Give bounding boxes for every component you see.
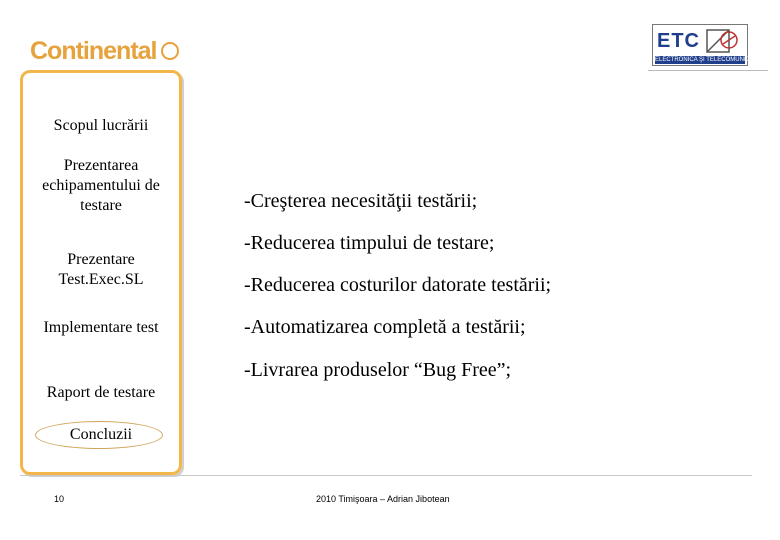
sidebar-item-raport[interactable]: Raport de testare — [46, 384, 156, 401]
etc-logo — [652, 24, 761, 66]
header-divider — [648, 70, 768, 71]
page-number: 10 — [54, 494, 65, 504]
sidebar-item-scopul[interactable]: Scopul lucrării — [53, 117, 149, 134]
etc-emblem-icon — [705, 28, 741, 56]
horse-emblem-icon — [161, 42, 179, 60]
sidebar-item-concluzii[interactable]: Concluzii — [69, 426, 133, 443]
content-item: -Creşterea necesităţii testării; — [244, 190, 478, 212]
footer-credit: 2010 Timişoara – Adrian Jibotean — [316, 494, 450, 504]
content-item: -Reducerea costurilor datorate testării; — [244, 274, 552, 296]
etc-logo-caption: ELECTRONICA ŞI TELECOMUNICAŢII — [655, 57, 761, 63]
sidebar-item-prezentarea-echipamentului[interactable]: Prezentarea echipamentului de testare — [42, 157, 160, 214]
content-item: -Automatizarea completă a testării; — [244, 316, 526, 338]
etc-logo-text: ETC — [657, 30, 700, 52]
sidebar-item-prezentare-testexec[interactable]: Prezentare Test.Exec.SL — [58, 251, 144, 288]
content-item: -Livrarea produselor “Bug Free”; — [244, 359, 512, 381]
sidebar-item-implementare-test[interactable]: Implementare test — [43, 319, 159, 336]
content-item: -Reducerea timpului de testare; — [244, 232, 495, 254]
footer-divider — [20, 475, 752, 476]
continental-logo — [30, 34, 179, 68]
continental-logo-text: Continental — [30, 36, 157, 65]
